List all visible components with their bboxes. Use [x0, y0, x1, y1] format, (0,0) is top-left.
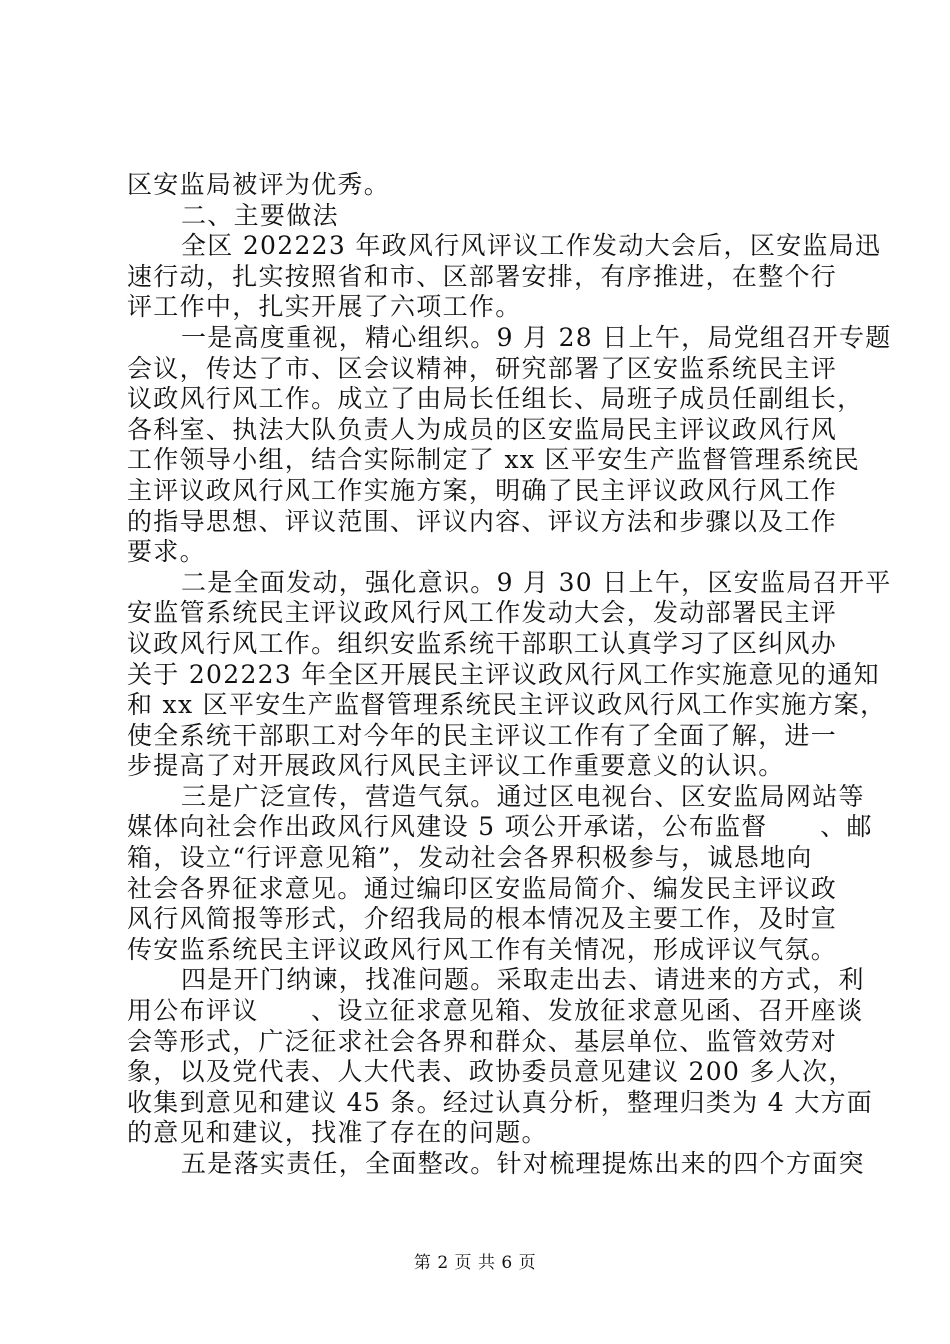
text-line: 安监管系统民主评议政风行风工作发动大会，发动部署民主评	[127, 598, 838, 628]
text-line: 象，以及党代表、人大代表、政协委员意见建议 200 多人次，	[127, 1057, 855, 1087]
document-body	[127, 170, 892, 1180]
text-line: 社会各界征求意见。通过编印区安监局简介、编发民主评议政	[127, 873, 838, 903]
text-line: 的意见和建议，找准了存在的问题。	[127, 1118, 548, 1148]
text-line: 主评议政风行风工作实施方案，明确了民主评议政风行风工作	[127, 475, 838, 505]
text-line: 使全系统干部职工对今年的民主评议工作有了全面了解，进一	[127, 720, 838, 750]
paragraph-first-line: 一是高度重视，精心组织。9 月 28 日上午，局党组召开专题	[181, 322, 892, 352]
text-line: 工作领导小组，结合实际制定了 xx 区平安生产监督管理系统民	[127, 445, 861, 475]
text-line: 箱，设立“行评意见箱”，发动社会各界积极参与，诚恳地向	[127, 843, 813, 873]
paragraph-first-line: 二、主要做法	[181, 200, 339, 230]
text-line: 速行动，扎实按照省和市、区部署安排，有序推进，在整个行	[127, 261, 838, 291]
paragraph-first-line: 全区 202223 年政风行风评议工作发动大会后，区安监局迅	[181, 231, 882, 261]
page-footer: 第 2 页 共 6 页	[413, 1253, 537, 1273]
text-line: 议政风行风工作。成立了由局长任组长、局班子成员任副组长，	[127, 384, 864, 414]
text-line: 的指导思想、评议范围、评议内容、评议方法和步骤以及工作	[127, 506, 838, 536]
text-line: 议政风行风工作。组织安监系统干部职工认真学习了区纠风办	[127, 628, 838, 658]
text-line: 评工作中，扎实开展了六项工作。	[127, 292, 522, 322]
text-line: 和 xx 区平安生产监督管理系统民主评议政风行风工作实施方案，	[127, 690, 887, 720]
paragraph-first-line: 三是广泛宣传，营造气氛。通过区电视台、区安监局网站等	[181, 781, 865, 811]
paragraph-first-line: 四是开门纳谏，找准问题。采取走出去、请进来的方式，利	[181, 965, 865, 995]
paragraph-first-line: 五是落实责任，全面整改。针对梳理提炼出来的四个方面突	[181, 1149, 865, 1178]
text-line: 各科室、执法大队负责人为成员的区安监局民主评议政风行风	[127, 414, 838, 444]
text-line: 传安监系统民主评议政风行风工作有关情况，形成评议气氛。	[127, 934, 838, 964]
text-line: 用公布评议 、设立征求意见箱、发放征求意见函、召开座谈	[127, 996, 864, 1026]
text-line: 关于 202223 年全区开展民主评议政风行风工作实施意见的通知	[127, 659, 880, 689]
text-line: 要求。	[127, 537, 206, 567]
text-line: 区安监局被评为优秀。	[127, 170, 391, 199]
text-line: 收集到意见和建议 45 条。经过认真分析，整理归类为 4 大方面	[127, 1087, 874, 1117]
text-line: 步提高了对开展政风行风民主评议工作重要意义的认识。	[127, 751, 785, 781]
text-line: 媒体向社会作出政风行风建设 5 项公开承诺，公布监督 、邮	[127, 812, 873, 842]
text-line: 会等形式，广泛征求社会各界和群众、基层单位、监管效劳对	[127, 1026, 838, 1056]
text-line: 风行风简报等形式，介绍我局的根本情况及主要工作，及时宣	[127, 904, 838, 934]
paragraph-first-line: 二是全面发动，强化意识。9 月 30 日上午，区安监局召开平	[181, 567, 892, 597]
text-line: 会议，传达了市、区会议精神，研究部署了区安监系统民主评	[127, 353, 838, 383]
